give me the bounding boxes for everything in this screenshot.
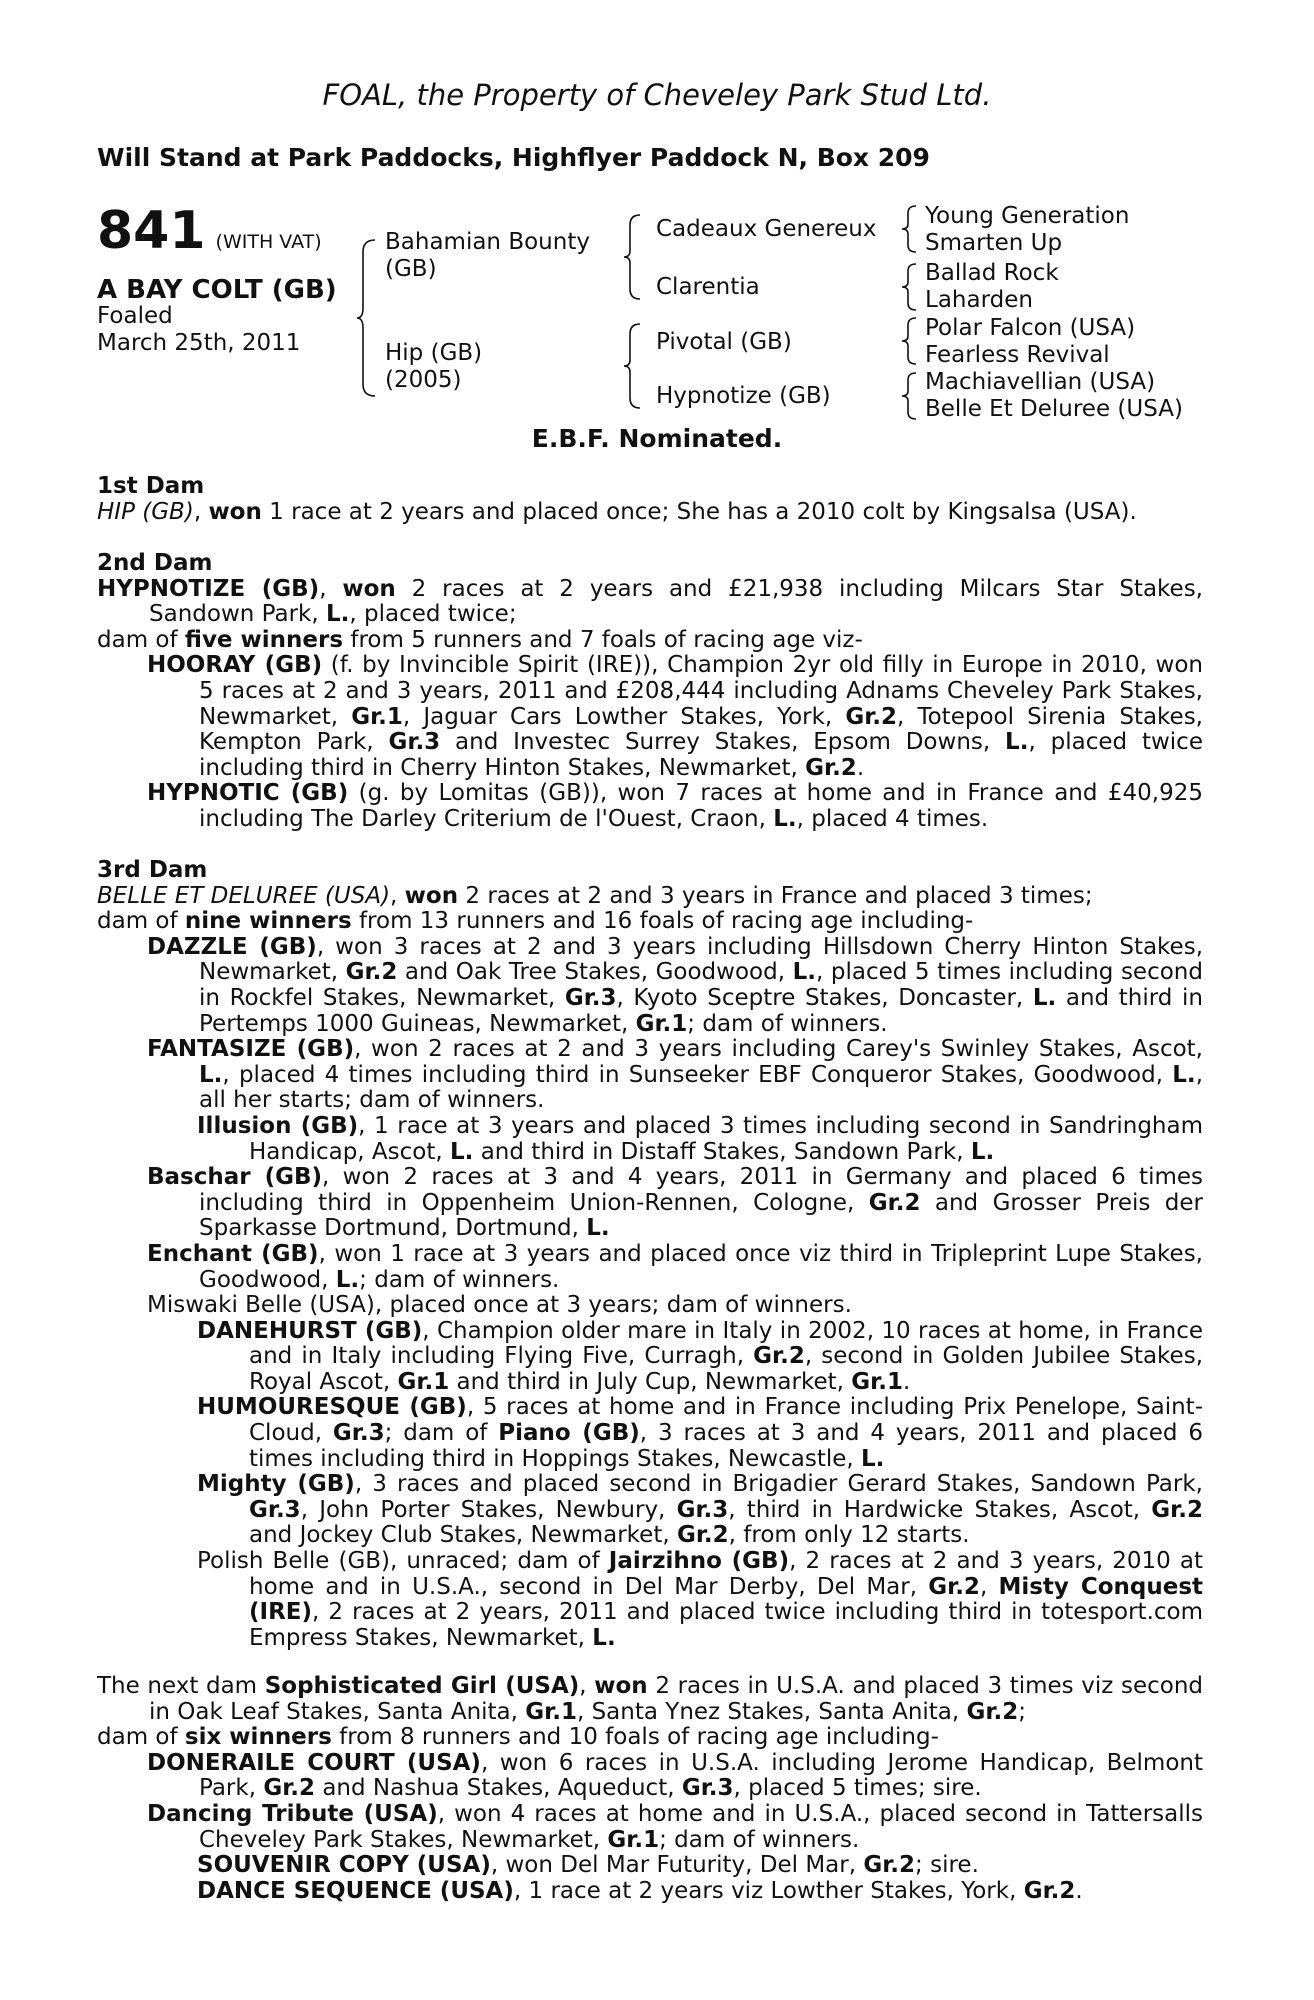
text-run: , 1 race at 2 years viz Lowther Stakes, York, — [513, 1877, 1024, 1904]
ancestor-2: Smarten Up — [925, 230, 1063, 256]
bold-run: L. — [861, 1445, 885, 1472]
bold-run: Piano (GB) — [498, 1420, 640, 1447]
bold-run: Gr.3 — [564, 984, 617, 1011]
text-run: , Santa Ynez Stakes, Santa Anita, — [576, 1698, 967, 1725]
bold-run: Jairzihno (GB) — [608, 1548, 790, 1575]
bold-run: won — [594, 1673, 648, 1699]
bold-run: Gr.2 — [1023, 1877, 1076, 1904]
second-dam-line-2 — [97, 628, 1203, 654]
pedigree-entry — [97, 1725, 1203, 1751]
dam-dam: Hypnotize (GB) — [656, 383, 831, 409]
text-run: dam of — [97, 626, 185, 653]
first-dam-won: won — [208, 498, 262, 525]
text-run: , won 4 races at home and in U.S.A., placed second in Tattersalls Cheveley Park Stakes, Newmarket, — [199, 1800, 1203, 1853]
text-run: , placed 4 times. — [796, 805, 989, 832]
bold-run: HYPNOTIZE (GB) — [97, 575, 320, 602]
text-run: 2 races at 2 years and £21,938 including Milcars Star Stakes, Sandown Park, — [149, 575, 1203, 628]
bold-run: Gr.2 — [863, 1852, 916, 1879]
pedigree-brace-sire — [622, 213, 642, 301]
ancestor-7: Machiavellian (USA) — [925, 369, 1156, 395]
bold-run: L. — [792, 959, 816, 986]
bold-run: Dancing Tribute (USA) — [147, 1800, 438, 1827]
bold-run: L. — [773, 805, 797, 832]
first-dam-name: HIP (GB) — [97, 498, 194, 525]
first-dam-section — [97, 474, 1203, 525]
bold-run: Mighty (GB) — [197, 1471, 355, 1498]
pedigree-entry — [97, 1674, 1203, 1725]
text-run: ; dam of winners. — [359, 1266, 560, 1293]
bold-run: Baschar (GB) — [147, 1164, 323, 1191]
pedigree-entry — [97, 1802, 1203, 1853]
text-run: , Champion older mare in Italy in 2002, 10 races at home, in France and in Italy including Flying Five, Curragh, — [249, 1317, 1203, 1370]
ebf-nominated: E.B.F. Nominated. — [531, 424, 783, 453]
lot-title: A BAY COLT (GB) — [97, 275, 337, 305]
third-dam-entries — [97, 884, 1203, 1652]
text-run: . — [856, 754, 865, 781]
bold-run: Gr.2 — [845, 703, 898, 730]
pedigree-entry — [97, 1879, 1203, 1905]
pedigree-brace-g3-1 — [900, 204, 918, 254]
bold-run: Gr.1 — [351, 703, 403, 730]
text-run: , won 6 races in U.S.A. including Jerome Handicap, Belmont Park, — [199, 1749, 1204, 1802]
bold-run: L. — [970, 1138, 995, 1165]
italic-run: BELLE ET DELUREE (USA) — [97, 882, 391, 909]
bold-run: Gr.2 — [676, 1522, 729, 1549]
text-run: from 5 runners and 7 foals of racing age viz- — [343, 626, 863, 653]
bold-run: DANEHURST (GB) — [197, 1317, 423, 1344]
pedigree-entry — [97, 1319, 1203, 1396]
bold-run: Gr.2 — [1151, 1496, 1203, 1523]
text-run: , 5 races at home and in France including Prix Penelope, Saint-Cloud, — [249, 1394, 1203, 1447]
text-run: 2 races in U.S.A. and placed 3 times viz second in Oak Leaf Stakes, Santa Anita, — [149, 1673, 1204, 1725]
pedigree-entry — [97, 1293, 1203, 1319]
vendor-header: FOAL, the Property of Cheveley Park Stud Ltd. — [322, 78, 992, 112]
text-run: , placed twice; — [349, 601, 517, 628]
pedigree-entry — [97, 1114, 1203, 1165]
bold-run: Enchant (GB) — [147, 1240, 319, 1267]
text-run: , — [579, 1673, 595, 1699]
text-run: and Grosser Preis der Sparkasse Dortmund, Dortmund, — [199, 1189, 1204, 1242]
text-run: , won 1 race at 3 years and placed once viz third in Tripleprint Lupe Stakes, Goodwood, — [199, 1240, 1203, 1293]
bold-run: Gr.3 — [681, 1775, 734, 1802]
bold-run: Gr.2 — [966, 1698, 1019, 1725]
third-dam-section — [97, 858, 1203, 1651]
pedigree-brace-dam — [622, 322, 642, 410]
text-run: , Kyoto Sceptre Stakes, Doncaster, — [616, 984, 1033, 1011]
bold-run: DANCE SEQUENCE (USA) — [197, 1877, 514, 1904]
bold-run: won — [404, 882, 459, 909]
pedigree-brace-g3-2 — [900, 262, 918, 312]
bold-run: HYPNOTIC (GB) — [147, 780, 349, 807]
second-dam-heading: 2nd Dam — [97, 550, 213, 576]
text-run: , second in Golden Jubilee Stakes, Royal Ascot, — [249, 1343, 1204, 1395]
vat-note: (WITH VAT) — [215, 231, 322, 253]
text-run: , Jaguar Cars Lowther Stakes, York, — [402, 703, 846, 730]
pedigree-entry — [97, 935, 1203, 1037]
bold-run: L. — [1172, 1061, 1196, 1088]
second-dam-section — [97, 551, 1203, 833]
text-run: ; dam of — [384, 1420, 499, 1447]
text-run: Miswaki Belle (USA), placed once at 3 years; dam of winners. — [147, 1292, 852, 1319]
text-run: and Jockey Club Stakes, Newmarket, — [249, 1522, 677, 1549]
bold-run: DAZZLE (GB) — [147, 933, 317, 960]
text-run: dam of — [97, 908, 185, 935]
text-run: , placed twice including third in Cherry Hinton Stakes, Newmarket, — [199, 729, 1203, 781]
bold-run: FANTASIZE (GB) — [147, 1036, 355, 1063]
bold-run: L. — [450, 1138, 474, 1165]
text-run: , won 2 races at 2 and 3 years including Carey's Swinley Stakes, Ascot, — [354, 1036, 1203, 1063]
sire-sire: Cadeaux Genereux — [656, 216, 877, 242]
pedigree-entry — [97, 1395, 1203, 1472]
bold-run: Gr.2 — [805, 754, 857, 781]
text-run: Polish Belle (GB), unraced; dam of — [197, 1548, 609, 1575]
next-dam-entries — [97, 1674, 1203, 1904]
bold-run: Gr.2 — [345, 959, 398, 986]
bold-run: L. — [325, 601, 350, 628]
ancestor-3: Ballad Rock — [925, 260, 1059, 286]
third-dam-heading: 3rd Dam — [97, 857, 208, 883]
first-dam-record: 1 race at 2 years and placed once; She has a 2010 colt by Kingsalsa (USA). — [261, 498, 1137, 525]
pedigree-entry — [97, 884, 1203, 910]
bold-run: Misty Conquest (IRE) — [249, 1573, 1204, 1626]
bold-run: L. — [586, 1215, 610, 1242]
text-run: and third in Pertemps 1000 Guineas, Newmarket, — [199, 984, 1203, 1037]
text-run: ; — [1018, 1698, 1026, 1725]
ancestor-1: Young Generation — [925, 203, 1130, 229]
dam-name: Hip (GB) — [385, 340, 483, 366]
second-dam-progeny-2 — [97, 781, 1203, 832]
bold-run: Gr.2 — [263, 1775, 316, 1802]
text-run: ; dam of winners. — [659, 1826, 860, 1853]
bold-run: Gr.2 — [928, 1573, 980, 1600]
stand-location: Will Stand at Park Paddocks, Highflyer Paddock N, Box 209 — [97, 143, 930, 172]
text-run: and Investec Surrey Stakes, Epsom Downs, — [440, 729, 1006, 756]
pedigree-entry — [97, 1472, 1203, 1549]
pedigree-entry — [97, 909, 1203, 935]
text-run: from 8 runners and 10 foals of racing age including- — [331, 1724, 939, 1751]
pedigree-brace-g3-4 — [900, 371, 918, 421]
bold-run: Gr.3 — [249, 1496, 301, 1523]
pedigree-entry — [97, 1549, 1203, 1651]
text-run: , from only 12 starts. — [728, 1522, 970, 1549]
bold-run: L. — [592, 1624, 616, 1651]
text-run: , — [979, 1573, 999, 1600]
pedigree-entry — [97, 1165, 1203, 1242]
pedigree-entry — [97, 1037, 1203, 1114]
bold-run: Sophisticated Girl (USA) — [264, 1673, 580, 1699]
bold-run: L. — [335, 1266, 360, 1293]
bold-run: won — [342, 575, 396, 602]
bold-run: Gr.2 — [753, 1343, 805, 1370]
ancestor-6: Fearless Revival — [925, 342, 1110, 368]
bold-run: Gr.1 — [635, 1010, 688, 1037]
bold-run: HUMOURESQUE (GB) — [197, 1394, 467, 1421]
second-dam-line-1 — [97, 577, 1203, 628]
lot-number: 841 — [97, 201, 206, 261]
text-run: , 2 races at 2 years, 2011 and placed twice including third in totesport.com Empress Stakes, Newmarket, — [249, 1599, 1203, 1651]
text-run: , won Del Mar Futurity, Del Mar, — [490, 1852, 864, 1879]
text-run: , Totepool Sirenia Stakes, Kempton Park, — [199, 703, 1203, 756]
ancestor-5: Polar Falcon (USA) — [925, 315, 1136, 341]
ancestor-4: Laharden — [925, 287, 1033, 313]
lot-number-line — [97, 201, 322, 261]
text-run: , 2 races at 2 and 3 years, 2010 at home and in U.S.A., second in Del Mar Derby, Del Mar, — [249, 1548, 1203, 1600]
sire-country: (GB) — [385, 256, 437, 282]
text-run: , 1 race at 3 years and placed 3 times including second in Sandringham Handicap, Ascot, — [249, 1112, 1203, 1165]
bold-run: nine winners — [184, 908, 352, 935]
pedigree-brace-g3-3 — [900, 316, 918, 366]
pedigree-brace-main — [355, 238, 379, 398]
text-run: and Oak Tree Stakes, Goodwood, — [397, 959, 793, 986]
bold-run: Gr.1 — [525, 1698, 577, 1725]
bold-run: five winners — [184, 626, 344, 653]
pedigree-entry — [97, 1751, 1203, 1802]
sire-name: Bahamian Bounty — [385, 229, 590, 255]
bold-run: Gr.1 — [397, 1368, 450, 1395]
bold-run: Gr.1 — [607, 1826, 660, 1853]
text-run: and third in Distaff Stakes, Sandown Park, — [473, 1138, 971, 1165]
text-run: , placed 5 times; sire. — [733, 1775, 982, 1802]
text-run: , all her starts; dam of winners. — [199, 1061, 1203, 1114]
text-run: and third in July Cup, Newmarket, — [449, 1368, 852, 1395]
text-run: , John Porter Stakes, Newbury, — [300, 1496, 677, 1523]
bold-run: Gr.1 — [851, 1368, 903, 1395]
foaled-label: Foaled — [97, 303, 173, 329]
first-dam-text: HIP (GB), won 1 race at 2 years and placed once; She has a 2010 colt by Kingsalsa (USA). — [97, 498, 1137, 525]
first-dam-heading: 1st Dam — [97, 473, 205, 499]
text-run: , placed 4 times including third in Sunseeker EBF Conqueror Stakes, Goodwood, — [222, 1061, 1173, 1088]
pedigree-entry — [97, 1242, 1203, 1293]
sire-dam: Clarentia — [656, 274, 760, 300]
ancestor-8: Belle Et Deluree (USA) — [925, 396, 1183, 422]
bold-run: HOORAY (GB) — [147, 652, 323, 679]
text-run: dam of — [97, 1724, 185, 1751]
text-run: , won 3 races at 2 and 3 years including Hillsdown Cherry Hinton Stakes, Newmarket, — [199, 933, 1204, 986]
pedigree-entry — [97, 1853, 1203, 1879]
bold-run: six winners — [184, 1724, 332, 1751]
text-run: , — [319, 575, 343, 602]
bold-run: Illusion (GB) — [197, 1112, 359, 1139]
bold-run: Gr.3 — [332, 1420, 385, 1447]
bold-run: L. — [199, 1061, 223, 1088]
text-run: 2 races at 2 and 3 years in France and placed 3 times; — [458, 882, 1093, 909]
dam-year: (2005) — [385, 367, 462, 393]
text-run: ; sire. — [915, 1852, 979, 1879]
text-run: and Nashua Stakes, Aqueduct, — [315, 1775, 682, 1802]
text-run: , third in Hardwicke Stakes, Ascot, — [728, 1496, 1152, 1523]
text-run: , placed 5 times including second in Rockfel Stakes, Newmarket, — [199, 959, 1203, 1011]
bold-run: SOUVENIR COPY (USA) — [197, 1852, 491, 1879]
text-run: (g. by Lomitas (GB)), won 7 races at home and in France and £40,925 including The Darley Criterium de l'Ouest, Craon, — [199, 780, 1203, 832]
bold-run: Gr.3 — [388, 729, 441, 756]
foaled-date: March 25th, 2011 — [97, 330, 301, 356]
text-run: . — [902, 1368, 911, 1395]
text-run: , 3 races and placed second in Brigadier Gerard Stakes, Sandown Park, — [354, 1471, 1203, 1498]
text-run: , — [390, 882, 405, 909]
text-run: from 13 runners and 16 foals of racing age including- — [351, 908, 974, 935]
text-run: , won 2 races at 3 and 4 years, 2011 in Germany and placed 6 times including third in Oppenheim Union-Rennen, Cologne, — [199, 1164, 1203, 1216]
bold-run: L. — [1032, 984, 1057, 1011]
text-run: , 3 races at 3 and 4 years, 2011 and placed 6 times including third in Hoppings Stakes, Newcastle, — [249, 1420, 1203, 1472]
second-dam-progeny-1 — [97, 653, 1203, 781]
text-run: (f. by Invincible Spirit (IRE)), Champion 2yr old filly in Europe in 2010, won 5 races at 2 and 3 years, 2011 and £208,444 including Adnams Cheveley Park Stakes, Newmarket, — [199, 652, 1204, 730]
bold-run: Gr.3 — [676, 1496, 729, 1523]
dam-sire: Pivotal (GB) — [656, 329, 792, 355]
bold-run: Gr.2 — [868, 1189, 921, 1216]
text-run: The next dam — [97, 1673, 265, 1699]
text-run: ; dam of winners. — [687, 1010, 888, 1037]
next-dam-section — [97, 1674, 1203, 1904]
bold-run: DONERAILE COURT (USA) — [147, 1749, 481, 1776]
bold-run: L. — [1005, 729, 1029, 756]
text-run: . — [1075, 1877, 1083, 1904]
